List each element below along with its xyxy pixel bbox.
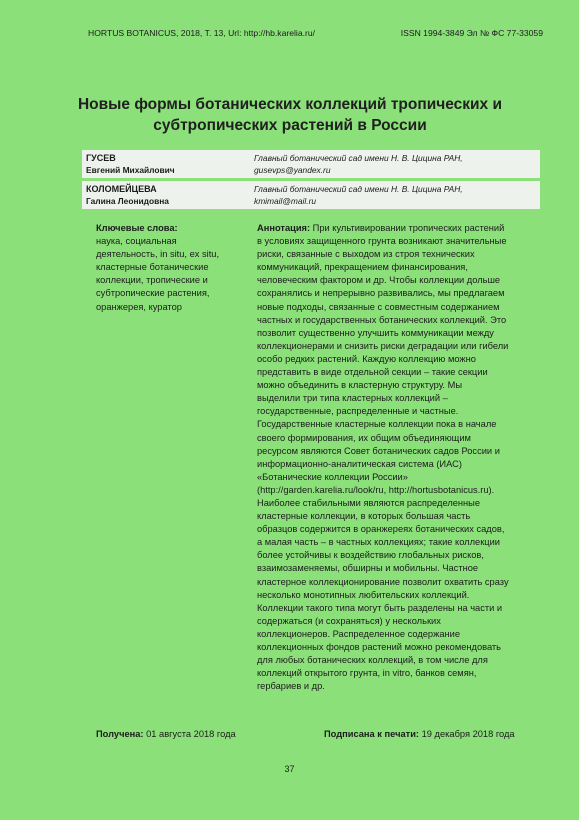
author-affiliation — [254, 183, 534, 207]
abstract-line: несколько монотипных любительских коллекций. — [257, 589, 470, 600]
abstract-text: При культивировании тропических растений — [310, 223, 505, 233]
abstract-title: Аннотация: — [257, 223, 311, 233]
author-block — [82, 150, 540, 178]
abstract-line: представить в виде отдельной секции – такие секции — [257, 367, 488, 378]
abstract-line: взаимозаменяемы, обширны и мобильны. Частное — [257, 563, 479, 574]
abstract-line: Государственные кластерные коллекции пока в начале — [257, 419, 497, 430]
keywords-line: субтропические растения, — [96, 288, 210, 299]
author-given-name: Евгений Михайлович — [86, 165, 175, 175]
author-name — [86, 152, 246, 176]
abstract-line: Коллекции такого типа могут быть разделены на части и — [257, 602, 503, 613]
abstract-body — [257, 235, 544, 693]
signed-date — [324, 729, 515, 739]
received-date — [96, 729, 236, 739]
author-email: kmimail@mail.ru — [254, 196, 317, 206]
abstract-line: информационно-аналитическая система (ИАС) — [257, 458, 462, 469]
keywords-line: деятельность, in situ, ex situ, — [96, 249, 220, 260]
abstract-line: «Ботанические коллекции России» — [257, 471, 408, 482]
abstract-line: своего формирования, их общим объединяющим — [257, 432, 471, 443]
article-title: Новые формы ботанических коллекций тропических и субтропических растений в России — [77, 96, 503, 134]
signed-value: 19 декабря 2018 года — [419, 729, 515, 739]
page-number: 37 — [284, 764, 295, 774]
abstract-line: гербариев и др. — [257, 681, 325, 692]
abstract-line: в условиях защищенного грунта возникают значительные — [257, 236, 507, 247]
abstract-line: можно объединить в кластерную структуру. Мы — [257, 380, 463, 391]
abstract-line: содержаться (и сохраняться) у нескольких — [257, 615, 441, 626]
journal-info: HORTUS BOTANICUS, 2018, Т. 13, Url: http://hb.karelia.ru/ — [88, 28, 316, 38]
abstract-line: сохранялись и непрерывно развивались, мы предлагаем — [257, 288, 505, 299]
author-surname: КОЛОМЕЙЦЕВА — [86, 184, 157, 194]
author-block — [82, 181, 540, 209]
abstract-section — [257, 222, 544, 693]
abstract-line: коллекционерами и снизить риски деградации или гибели — [257, 340, 509, 351]
author-given-name: Галина Леонидовна — [86, 196, 169, 206]
abstract-line: кластерное коллекционирование позволит охватить сразу — [257, 576, 509, 587]
abstract-line: риски, связанные с выходом из строя технических — [257, 249, 475, 260]
running-header — [88, 28, 549, 38]
abstract-line: новые подходы, связанные с совместным содержанием — [257, 301, 500, 312]
abstract-line: ресурсом являются Совет ботанических садов России и — [257, 445, 500, 456]
keywords-line: кластерные ботанические — [96, 262, 209, 273]
keywords-title: Ключевые слова: — [96, 223, 178, 233]
abstract-line: выделили три типа кластерных коллекций – — [257, 393, 448, 404]
abstract-line: Наиболее стабильными являются распределенные — [257, 497, 481, 508]
keywords-line: оранжерея, куратор — [96, 301, 182, 312]
abstract-line: для любых ботанических коллекций, в том числе для — [257, 655, 488, 666]
abstract-line: коллекционных фондов растений можно рекомендовать — [257, 642, 502, 652]
abstract-line: позволит существенно улучшить коммуникации между — [257, 327, 494, 338]
signed-label: Подписана к печати: — [324, 729, 420, 739]
author-surname: ГУСЕВ — [86, 153, 116, 163]
author-name — [86, 183, 246, 207]
abstract-line: а малая часть – в частных коллекциях; такие коллекции — [257, 537, 500, 548]
keywords-line: наука, социальная — [96, 236, 177, 247]
affiliation-text: Главный ботанический сад имени Н. В. Цицина РАН, — [254, 184, 463, 194]
abstract-line: коллекционеров. Распределенное содержание — [257, 628, 460, 639]
abstract-line: более устойчивы к воздействию глобальных рисков, — [257, 550, 484, 561]
keywords-section — [96, 222, 246, 314]
abstract-line: коммуникаций, прекращением финансирования, — [257, 262, 468, 273]
issn-info: ISSN 1994-3849 Эл № ФС 77-33059 — [400, 28, 543, 38]
received-label: Получена: — [96, 729, 144, 739]
abstract-line: частных и государственных ботанических коллекций. Это — [257, 314, 507, 325]
abstract-line: человеческим фактором и др. Чтобы коллекции дольше — [257, 275, 501, 286]
affiliation-text: Главный ботанический сад имени Н. В. Цицина РАН, — [254, 153, 463, 163]
received-value: 01 августа 2018 года — [143, 729, 236, 739]
abstract-line: государственные, распределенные и частные. — [257, 406, 459, 417]
abstract-line: (http://garden.karelia.ru/look/ru, http://hortusbotanicus.ru). — [257, 484, 495, 495]
abstract-line: коллекций открытого грунта, in vitro, банков семян, — [257, 668, 477, 679]
keywords-line: коллекции, тропические и — [96, 275, 208, 286]
author-email: gusevps@yandex.ru — [254, 165, 331, 175]
author-affiliation — [254, 152, 534, 176]
abstract-line: образцов содержится в оранжереях ботанических садов, — [257, 524, 505, 535]
abstract-line: особо редких растений. Каждую коллекцию можно — [257, 353, 476, 364]
abstract-line: кластерные коллекции, в которых большая часть — [257, 511, 471, 522]
abstract-first-line — [257, 222, 544, 235]
